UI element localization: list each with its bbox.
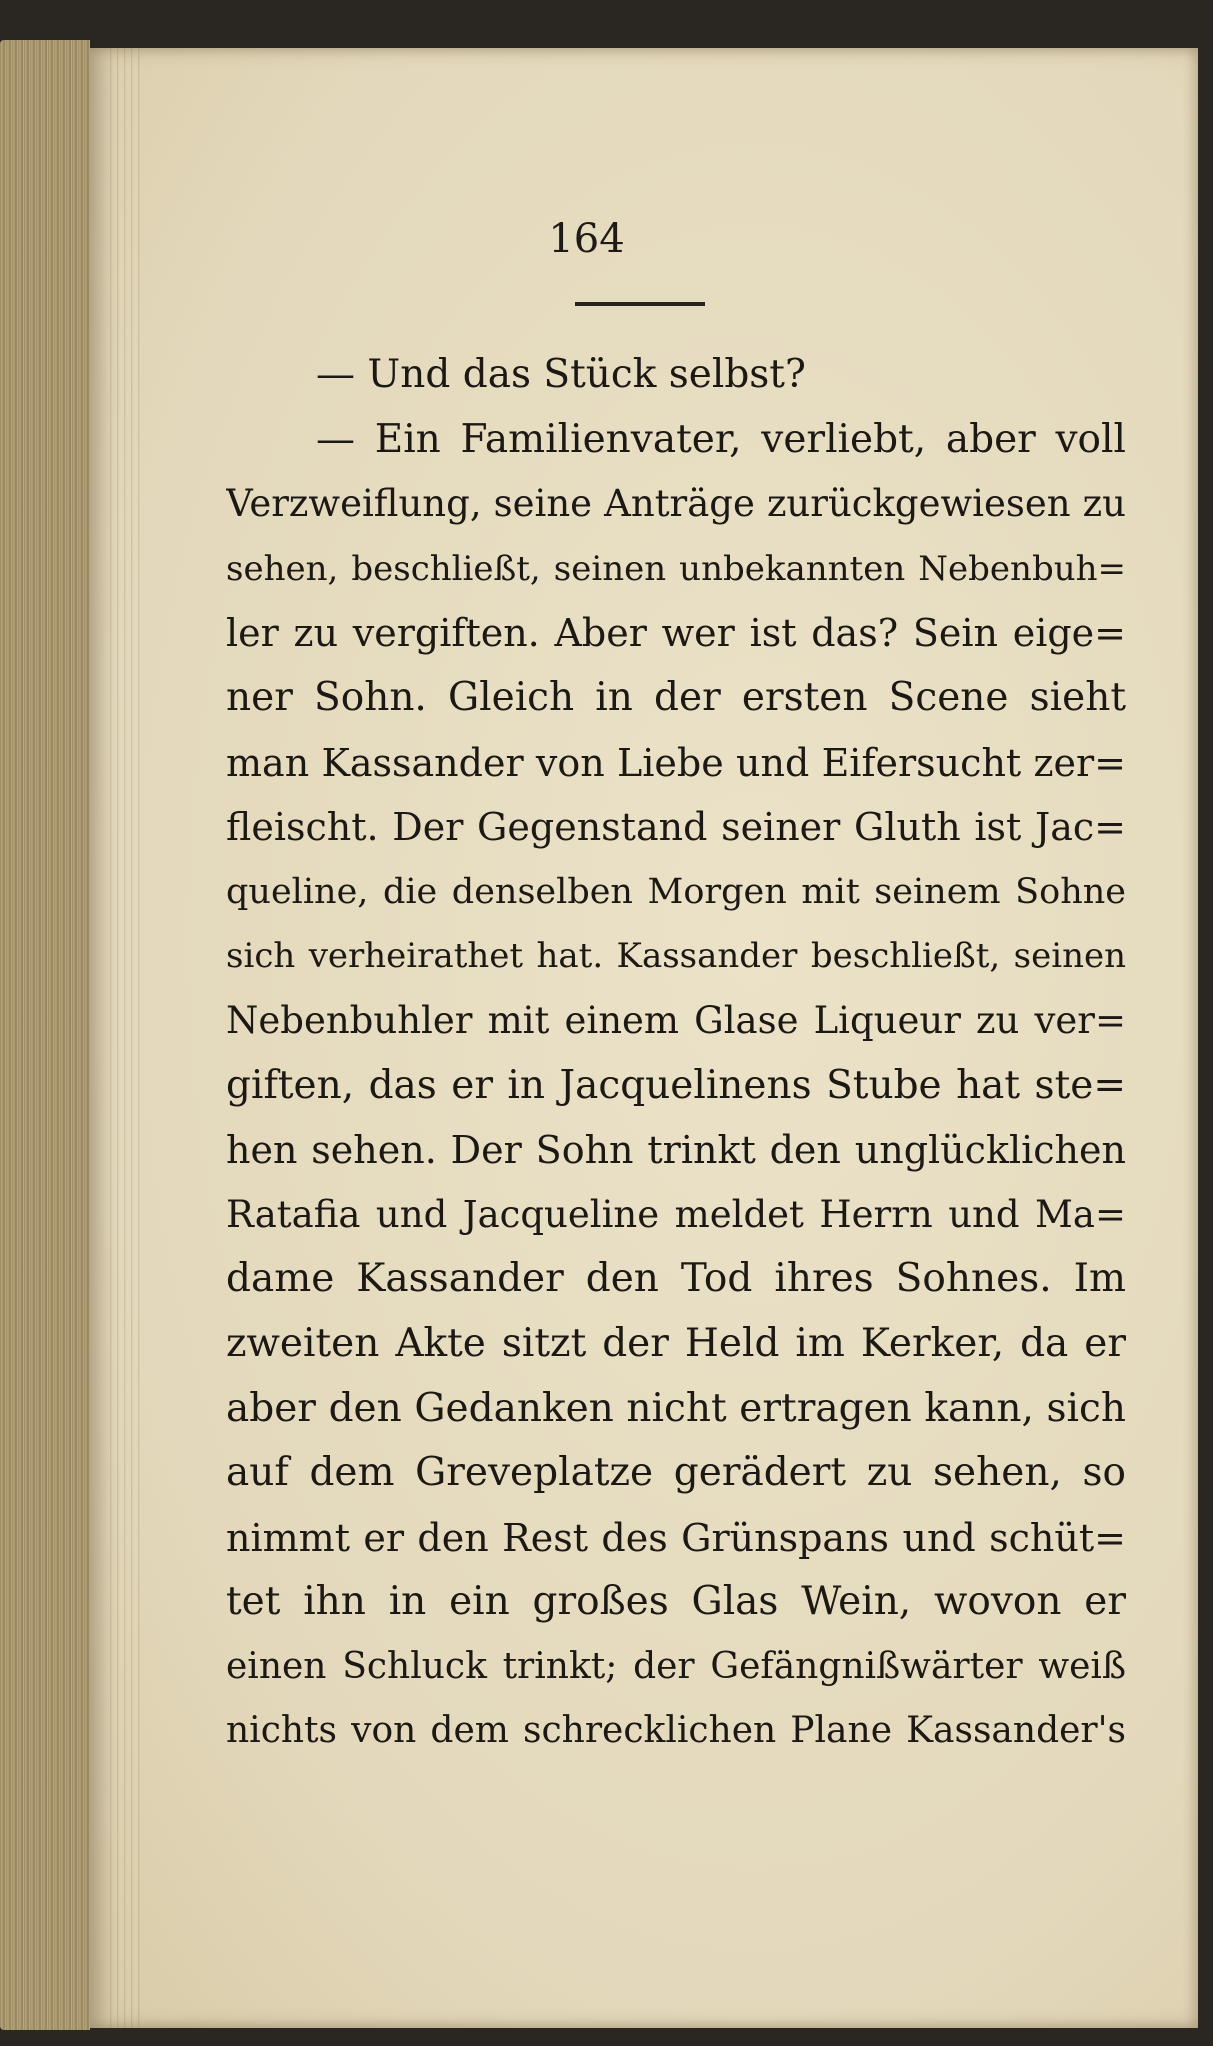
text-line: ner Sohn. Gleich in der ersten Scene sieht (226, 674, 1126, 720)
book-page-edges (0, 40, 90, 2030)
text-line: giften, das er in Jacquelinens Stube hat ste= (226, 1062, 1126, 1108)
text-line: einen Schluck trinkt; der Gefängnißwärter weiß (226, 1645, 1126, 1687)
text-line: sehen, beschließt, seinen unbekannten Nebenbuh= (226, 548, 1126, 589)
text-line: dame Kassander den Tod ihres Sohnes. Im (226, 1256, 1126, 1302)
gutter-shadow (110, 48, 140, 2028)
text-line: nichts von dem schrecklichen Plane Kassander's (226, 1710, 1126, 1752)
text-line: Ratafia und Jacqueline meldet Herrn und Ma= (226, 1192, 1126, 1236)
text-line: zweiten Akte sitzt der Held im Kerker, da er (226, 1320, 1126, 1366)
body-text (226, 343, 1126, 1764)
text-line: hen sehen. Der Sohn trinkt den unglücklichen (226, 1128, 1126, 1173)
text-line: Verzweiflung, seine Anträge zurückgewiesen zu (226, 482, 1126, 526)
text-line: tet ihn in ein großes Glas Wein, wovon er (226, 1579, 1126, 1625)
text-line: nimmt er den Rest des Grünspans und schüt= (226, 1515, 1126, 1560)
text-line: queline, die denselben Morgen mit seinem Sohne (226, 871, 1126, 912)
page-number: 164 (548, 216, 625, 262)
header-rule (575, 302, 705, 306)
text-line: man Kassander von Liebe und Eifersucht zer= (226, 740, 1126, 785)
text-line: fleischt. Der Gegenstand seiner Gluth ist Jac= (226, 805, 1126, 850)
text-line: Nebenbuhler mit einem Glase Liqueur zu ver= (226, 998, 1126, 1042)
text-line: aber den Gedanken nicht ertragen kann, sich (226, 1385, 1126, 1431)
text-line: — Ein Familienvater, verliebt, aber voll (316, 416, 1126, 462)
text-line: auf dem Greveplatze gerädert zu sehen, so (226, 1450, 1126, 1496)
text-line: sich verheirathet hat. Kassander beschließt, seinen (226, 936, 1126, 977)
text-line: ler zu vergiften. Aber wer ist das? Sein eige= (226, 611, 1126, 656)
text-line: — Und das Stück selbst? (316, 352, 806, 397)
